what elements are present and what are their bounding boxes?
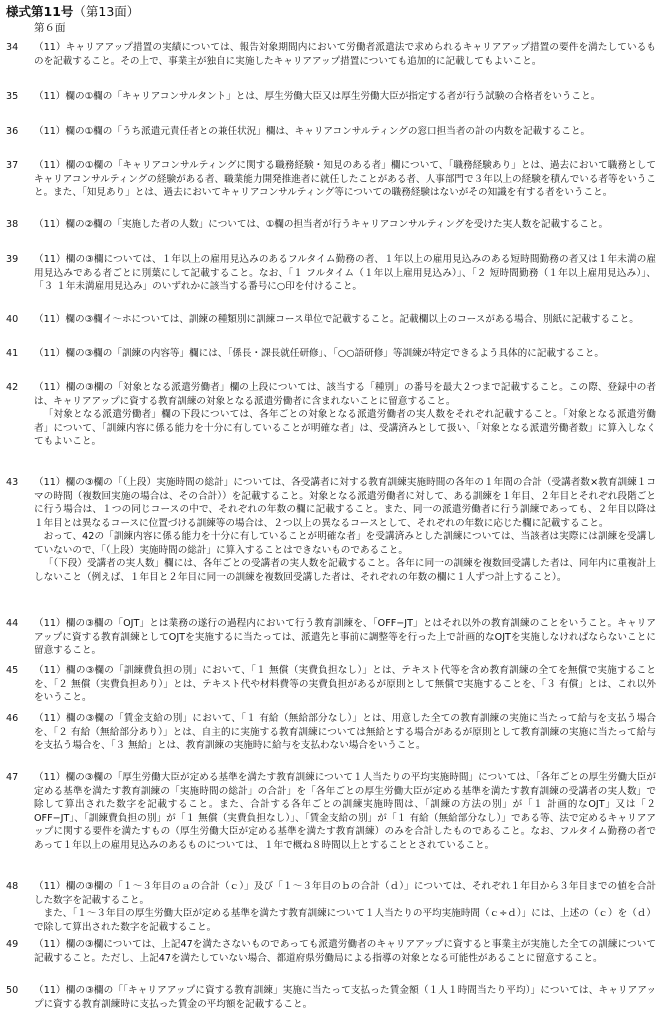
item-number: 40 bbox=[6, 314, 19, 325]
item-text: （11）キャリアアップ措置の実績については、報告対象期間内において労働者派遣法で求められるキャリアアップ措置の要件を満たしているものを記載すること。その上で、事業主が独自に実施したキャリアアップ措置についても追加的に記載してもよいこと。 bbox=[34, 42, 656, 67]
item-number: 47 bbox=[6, 772, 19, 783]
list-item bbox=[6, 41, 656, 68]
item-text: （11）欄の③欄の「「キャリアアップに資する教育訓練」実施に当たって支払った賃金額（１人１時間当たり平均）」については、キャリアアップに資する教育訓練時に支払った賃金の平均額を記載すること。 bbox=[34, 985, 656, 1010]
list-item bbox=[6, 771, 656, 852]
section-heading: 第６面 bbox=[34, 22, 66, 34]
page-header bbox=[6, 2, 139, 20]
form-number: 様式第11号 bbox=[6, 4, 74, 19]
item-text: （11）欄の③欄の「対象となる派遣労働者」欄の上段については、該当する「種別」の番号を最大２つまで記載すること。この際、登録中の者は、キャリアアップに資する教育訓練の対象となる派遣労働者に含まれないことに留意すること。 bbox=[34, 382, 656, 407]
item-text: （11）欄の①欄の「キャリアコンサルティングに関する職務経験・知見のある者」欄について、「職務経験あり」とは、過去において職務としてキャリアコンサルティングの経験がある者、職業能力開発推進者に就任したことがある者、人事部門で３年以上の経験を積んでいる者等をいうこと。また、「知見あり」とは、過去においてキャリアコンサルティング等についての職務経験はないがその知識を有する者をいうこと。 bbox=[34, 160, 656, 198]
list-item bbox=[6, 125, 656, 139]
item-text: （11）欄の③欄の「１～３年目のａの合計（ｃ）」及び「１～３年目のｂの合計（ｄ）」については、それぞれ１年目から３年目までの値を合計した数字を記載すること。 bbox=[34, 881, 656, 906]
item-text: （11）欄の①欄の「うち派遣元責任者との兼任状況」欄は、キャリアコンサルティングの窓口担当者の計の内数を記載すること。 bbox=[34, 126, 591, 137]
list-item bbox=[6, 476, 656, 584]
list-item bbox=[6, 253, 656, 294]
list-item bbox=[6, 347, 656, 361]
item-number: 49 bbox=[6, 939, 19, 950]
item-number: 46 bbox=[6, 713, 19, 724]
item-number: 38 bbox=[6, 219, 19, 230]
list-item bbox=[6, 218, 656, 232]
item-text: （11）欄の③欄イ～ホについては、訓練の種類別に訓練コース単位で記載すること。記載欄以上のコースがある場合、別紙に記載すること。 bbox=[34, 314, 639, 325]
list-item bbox=[6, 938, 656, 965]
item-text: （11）欄の①欄の「キャリアコンサルタント」とは、厚生労働大臣又は厚生労働大臣が指定する者が行う試験の合格者をいうこと。 bbox=[34, 91, 601, 102]
list-item bbox=[6, 313, 656, 327]
item-text: （11）欄の③欄の「訓練の内容等」欄には、「係長・課長就任研修」、「○○語研修」等訓練が特定できるよう具体的に記載すること。 bbox=[34, 348, 604, 359]
item-number: 45 bbox=[6, 665, 19, 676]
item-text: （11）欄の③欄の「（上段）実施時間の総計」については、各受講者に対する教育訓練実施時間の各年の１年間の合計（受講者数×教育訓練１コマの時間（複数回実施の場合は、その合計））を記載すること。対象となる派遣労働者に対して、ある訓練を１年目、２年目とそれぞれ段階ごとに行う場合は、１つの同じコースの中で、それぞれの年数の欄に記載すること。また、同一の派遣労働者に行う訓練であっても、２年目以降は１年目とは異なるコースに位置づける訓練等の場合は、２つ以上の異なるコースとして、それぞれの年数に応じた欄に記載すること。 bbox=[34, 477, 656, 529]
item-number: 44 bbox=[6, 618, 19, 629]
item-text: （11）欄の②欄の「実施した者の人数」については、①欄の担当者が行うキャリアコンサルティングを受けた実人数を記載すること。 bbox=[34, 219, 609, 230]
item-number: 48 bbox=[6, 881, 19, 892]
item-number: 50 bbox=[6, 985, 19, 996]
item-text: （11）欄の③欄の「厚生労働大臣が定める基準を満たす教育訓練について１人当たりの平均実施時間」については、「各年ごとの厚生労働大臣が定める基準を満たす教育訓練の「実施時間の総計」の合計」を「各年ごとの厚生労働大臣が定める基準を満たす教育訓練の受講者の実人数」で除して算出された数字を記載すること。また、合計する各年ごとの訓練実施時間は、「訓練の方法の別」が「１ 計画的なOJT」又は「２ OFF−JT」、「訓練費負担の別」が「１ 無償（実費負担なし）」、「賃金支給の別」が「１ 有給（無給部分なし）」である等、法で定めるキャリアアップに関する要件を満たすもの（厚生労働大臣が定める基準を満たす教育訓練）のみを合計したものであること。なお、フルタイム勤務の者であって１年以上の雇用見込みのあるものについては、１年で概ね８時間以上とすることとされていること。 bbox=[34, 772, 656, 851]
item-number: 39 bbox=[6, 254, 19, 265]
list-item bbox=[6, 984, 656, 1011]
item-text: おって、42の「訓練内容に係る能力を十分に有していることが明確な者」を受講済みとした訓練については、当該者は実際には訓練を受講していないので、「（上段）実施時間の総計」に算入することはできないものであること。 bbox=[34, 531, 656, 556]
item-text: 「対象となる派遣労働者」欄の下段については、各年ごとの対象となる派遣労働者の実人数をそれぞれ記載すること。「対象となる派遣労働者」について、「訓練内容に係る能力を十分に有していることが明確な者」は、受講済みとして扱い、「対象となる派遣労働者数」に算入しなくてもよいこと。 bbox=[34, 409, 656, 447]
item-text: （11）欄の③欄については、上記47を満たさないものであっても派遣労働者のキャリアアップに資すると事業主が実施した全ての訓練について記載すること。ただし、上記47を満たしていない場合、都道府県労働局による指導の対象となる可能性があることに留意すること。 bbox=[34, 939, 656, 964]
list-item bbox=[6, 880, 656, 934]
item-number: 41 bbox=[6, 348, 19, 359]
item-number: 35 bbox=[6, 91, 19, 102]
item-number: 37 bbox=[6, 160, 19, 171]
list-item bbox=[6, 90, 656, 104]
item-text: 「（下段）受講者の実人数」欄には、各年ごとの受講者の実人数を記載すること。各年に同一の訓練を複数回受講した者は、同年内に重複計上しないこと（例えば、１年目と２年目に同一の訓練を複数回受講した者は、それぞれの年数の欄に１人ずつ計上すること）。 bbox=[34, 558, 656, 583]
list-item bbox=[6, 664, 656, 705]
item-number: 43 bbox=[6, 477, 19, 488]
item-text: （11）欄の③欄の「訓練費負担の別」において、「１ 無償（実費負担なし）」とは、テキスト代等を含め教育訓練の全てを無償で実施することを、「２ 無償（実費負担あり）」とは、テキスト代や材料費等の実費負担があるが原則として無償で実施することを、「３ 有償」とは、これ以外をいうこと。 bbox=[34, 665, 656, 703]
item-number: 36 bbox=[6, 126, 19, 137]
item-text: （11）欄の③欄の「OJT」とは業務の遂行の過程内において行う教育訓練を、「OFF−JT」とはそれ以外の教育訓練のことをいうこと。キャリアアップに資する教育訓練としてOJTを実施するに当たっては、派遣先と事前に調整等を行った上で計画的なOJTを実施しなければならないことに留意すること。 bbox=[34, 618, 656, 656]
item-text: また、「１～３年目の厚生労働大臣が定める基準を満たす教育訓練について１人当たりの平均実施時間（ｃ÷ｄ）」には、上述の（ｃ）を（ｄ）で除して算出された数字を記載すること。 bbox=[34, 908, 656, 933]
list-item bbox=[6, 381, 656, 449]
list-item bbox=[6, 712, 656, 753]
list-item bbox=[6, 617, 656, 658]
item-number: 42 bbox=[6, 382, 19, 393]
item-text: （11）欄の③欄の「賃金支給の別」において、「１ 有給（無給部分なし）」とは、用意した全ての教育訓練の実施に当たって給与を支払う場合を、「２ 有給（無給部分あり）」とは、自主的に実施する教育訓練については無給とする場合があるが原則として教育訓練の実施に当たって給与を支払う場合を、「３ 無給」とは、教育訓練の実施時に給与を支払わない場合をいうこと。 bbox=[34, 713, 656, 751]
list-item bbox=[6, 159, 656, 200]
item-number: 34 bbox=[6, 42, 19, 53]
page-reference: （第13面） bbox=[73, 4, 140, 19]
item-text: （11）欄の③欄については、１年以上の雇用見込みのあるフルタイム勤務の者、１年以上の雇用見込みのある短時間勤務の者又は１年未満の雇用見込みである者ごとに別葉にして記載すること。なお、「１ フルタイム（１年以上雇用見込み）」、「２ 短時間勤務（１年以上雇用見込み）」、「３ １年未満雇用見込み」のいずれかに該当する番号に○印を付けること。 bbox=[34, 254, 656, 292]
